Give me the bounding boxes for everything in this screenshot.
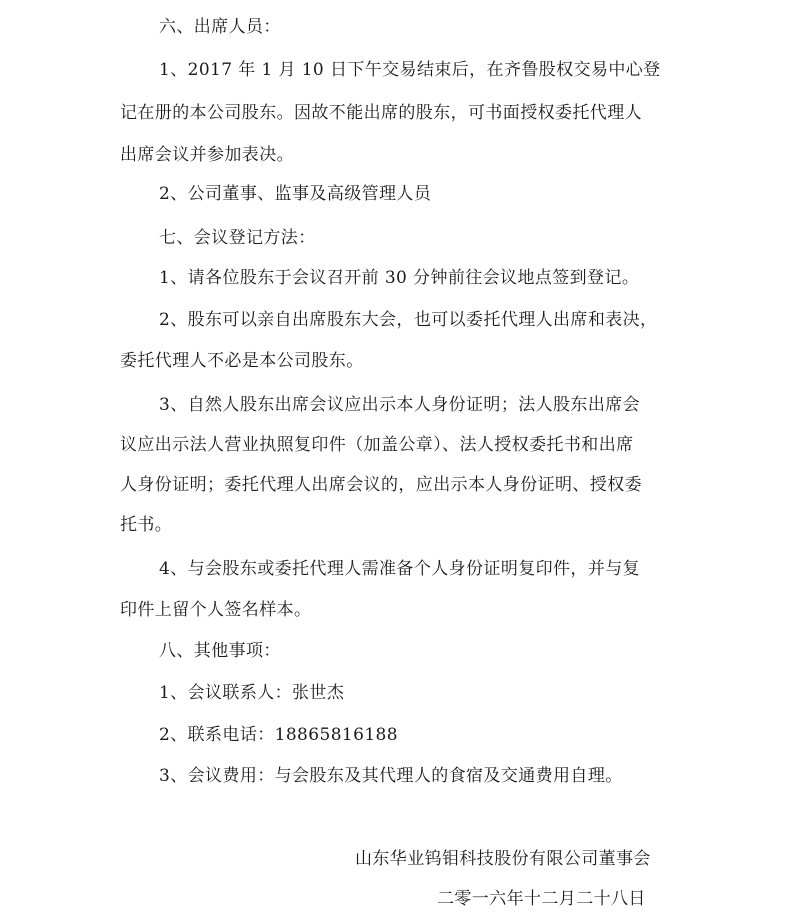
signature-date: 二零一六年十二月二十八日: [437, 889, 646, 909]
paragraph-line: 人身份证明；委托代理人出席会议的，应出示本人身份证明、授权委: [120, 475, 642, 495]
paragraph-line: 议应出示法人营业执照复印件（加盖公章）、法人授权委托书和出席: [120, 435, 634, 455]
paragraph-line: 2、联系电话：18865816188: [159, 725, 398, 745]
paragraph-line: 出席会议并参加表决。: [120, 145, 294, 165]
signature-company: 山东华业钨钼科技股份有限公司董事会: [355, 849, 651, 869]
paragraph-line: 3、会议费用：与会股东及其代理人的食宿及交通费用自理。: [159, 766, 623, 786]
paragraph-line: 1、2017 年 1 月 10 日下午交易结束后，在齐鲁股权交易中心登: [159, 60, 661, 80]
paragraph-line: 记在册的本公司股东。因故不能出席的股东，可书面授权委托代理人: [120, 103, 642, 123]
paragraph-line: 1、会议联系人：张世杰: [159, 683, 345, 703]
paragraph-line: 2、公司董事、监事及高级管理人员: [159, 184, 432, 204]
paragraph-line: 2、股东可以亲自出席股东大会，也可以委托代理人出席和表决，: [159, 310, 658, 330]
paragraph-line: 托书。: [120, 515, 173, 535]
paragraph-line: 印件上留个人签名样本。: [120, 600, 312, 620]
section-heading-attendees: 六、出席人员：: [159, 17, 281, 37]
paragraph-line: 委托代理人不必是本公司股东。: [120, 351, 364, 371]
section-heading-other: 八、其他事项：: [159, 641, 281, 661]
paragraph-line: 3、自然人股东出席会议应出示本人身份证明；法人股东出席会: [159, 395, 641, 415]
paragraph-line: 1、请各位股东于会议召开前 30 分钟前往会议地点签到登记。: [159, 268, 640, 288]
paragraph-line: 4、与会股东或委托代理人需准备个人身份证明复印件，并与复: [159, 559, 641, 579]
section-heading-registration: 七、会议登记方法：: [159, 228, 316, 248]
